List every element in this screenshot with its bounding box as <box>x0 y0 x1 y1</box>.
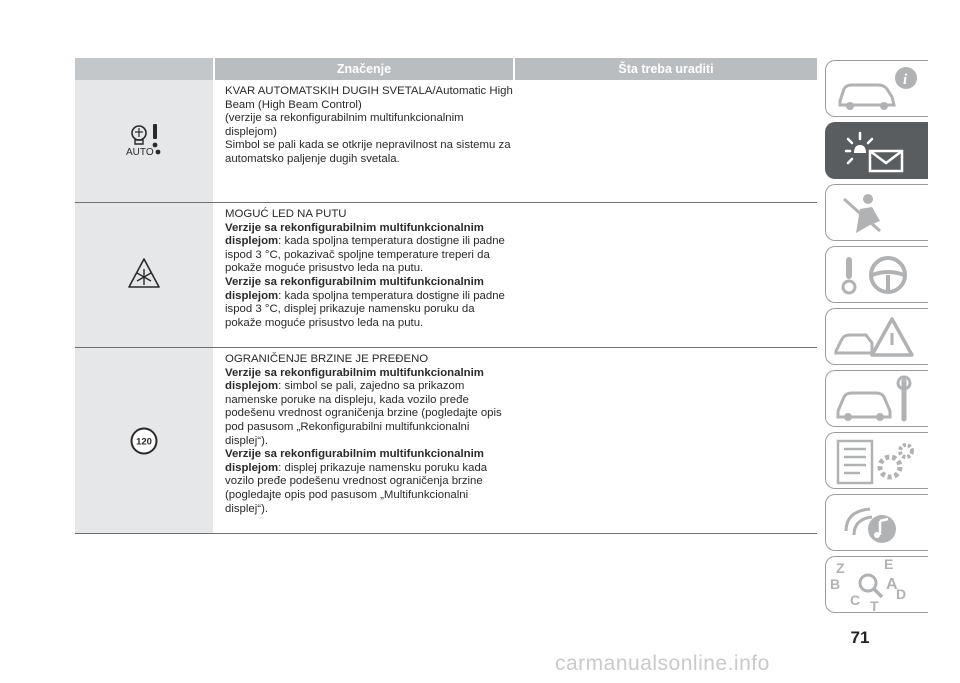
header-icon-column <box>75 58 213 80</box>
tab-multimedia[interactable] <box>825 494 928 551</box>
header-meaning: Značenje <box>215 58 513 80</box>
tab-warning-lights[interactable] <box>825 122 928 179</box>
row2-p1-text: : kada spoljna temperatura dostigne ili padne ispod 3 °C, pokazivač spoljne temperature treperi da pokaže moguće prisustvo leda na putu. <box>225 235 505 275</box>
row1-subtitle: (verzije sa rekonfigurabilnim multifunkcionalnim displejom) <box>225 112 464 138</box>
car-info-icon <box>826 61 929 118</box>
specifications-gear-icon <box>826 433 929 490</box>
table-row <box>75 203 817 348</box>
row1-title: KVAR AUTOMATSKIH DUGIH SVETALA/Automatic High Beam (High Beam Control) <box>225 85 513 111</box>
table-row <box>75 348 817 534</box>
index-letter: B <box>830 576 841 592</box>
index-letter: A <box>886 576 898 593</box>
tab-maintenance[interactable] <box>825 370 928 427</box>
auto-label: AUTO <box>126 147 154 158</box>
index-letter: E <box>884 557 894 572</box>
index-letter: C <box>850 592 861 608</box>
icon-cell <box>75 80 213 202</box>
tab-index[interactable] <box>825 556 928 613</box>
row3-p1-text: : simbol se pali, zajedno sa prikazom namenske poruke na displeju, kada vozilo pređe podešenu vrednost ograničenja brzine (pogledajte opis pod pasusom „Rekonfigurabilni multifunkcionalni displej“). <box>225 380 502 447</box>
icon-cell <box>75 203 213 347</box>
tab-emergency[interactable] <box>825 308 928 365</box>
tab-starting-driving[interactable] <box>825 246 928 303</box>
ice-warning-icon <box>127 257 161 293</box>
row3-p1-bold: Verzije sa rekonfigurabilnim multifunkcionalnim displejom <box>225 366 484 393</box>
index-letter: T <box>870 598 879 614</box>
tab-safety[interactable] <box>825 184 928 241</box>
row2-p2-bold: Verzije sa rekonfigurabilnim multifunkcionalnim displejom <box>225 275 484 302</box>
table-row <box>75 80 817 203</box>
row3-p2-text: : displej prikazuje namensku poruku kada vozilo pređe podešenu vrednost ograničenja brzine (pogledajte opis pod pasusom „Multifunkcionalni displej“). <box>225 461 488 515</box>
meaning-cell <box>213 203 513 347</box>
speed-limit-value: 120 <box>136 436 152 447</box>
meaning-cell <box>213 348 513 533</box>
row3-title: OGRANIČENJE BRZINE JE PREĐENO <box>225 353 429 365</box>
breakdown-warning-triangle-icon <box>826 309 929 366</box>
svg-text:i: i <box>903 72 908 88</box>
warning-lights-table <box>75 58 817 534</box>
auto-high-beam-warning-icon <box>122 121 166 161</box>
tab-car-info[interactable] <box>825 60 928 117</box>
tab-technical-data[interactable] <box>825 432 928 489</box>
key-steering-wheel-icon <box>826 247 929 304</box>
speed-limit-icon <box>129 426 159 456</box>
row2-p1-bold: Verzije sa rekonfigurabilnim multifunkcionalnim displejom <box>225 221 484 248</box>
watermark: carmanualsonline.info <box>555 652 770 675</box>
alphabetical-index-icon <box>826 557 929 614</box>
row2-paragraph-2 <box>225 276 513 330</box>
index-letter: D <box>896 586 907 602</box>
row3-paragraph-2 <box>225 448 513 516</box>
row3-p2-bold: Verzije sa rekonfigurabilnim multifunkcionalnim displejom <box>225 448 484 474</box>
car-service-wrench-icon <box>826 371 929 428</box>
warning-light-message-icon <box>826 123 929 180</box>
row2-p2-text: : kada spoljna temperatura dostigne ili padne ispod 3 °C, displej prikazuje namensku poruku da pokaže moguće prisustvo leda na putu. <box>225 289 505 329</box>
index-letter: Z <box>836 560 845 576</box>
row2-paragraph-1 <box>225 222 513 276</box>
airbag-seat-icon <box>826 185 929 242</box>
multimedia-music-icon <box>826 495 929 552</box>
table-header <box>75 58 817 80</box>
row3-paragraph-1 <box>225 367 513 449</box>
meaning-cell <box>213 80 513 202</box>
row1-description: Simbol se pali kada se otkrije nepravilnost na sistemu za automatsko paljenje dugih svetala. <box>225 139 511 165</box>
icon-cell <box>75 348 213 533</box>
header-action: Šta treba uraditi <box>515 58 817 80</box>
row2-title: MOGUĆ LED NA PUTU <box>225 208 347 220</box>
page-number: 71 <box>850 628 870 647</box>
